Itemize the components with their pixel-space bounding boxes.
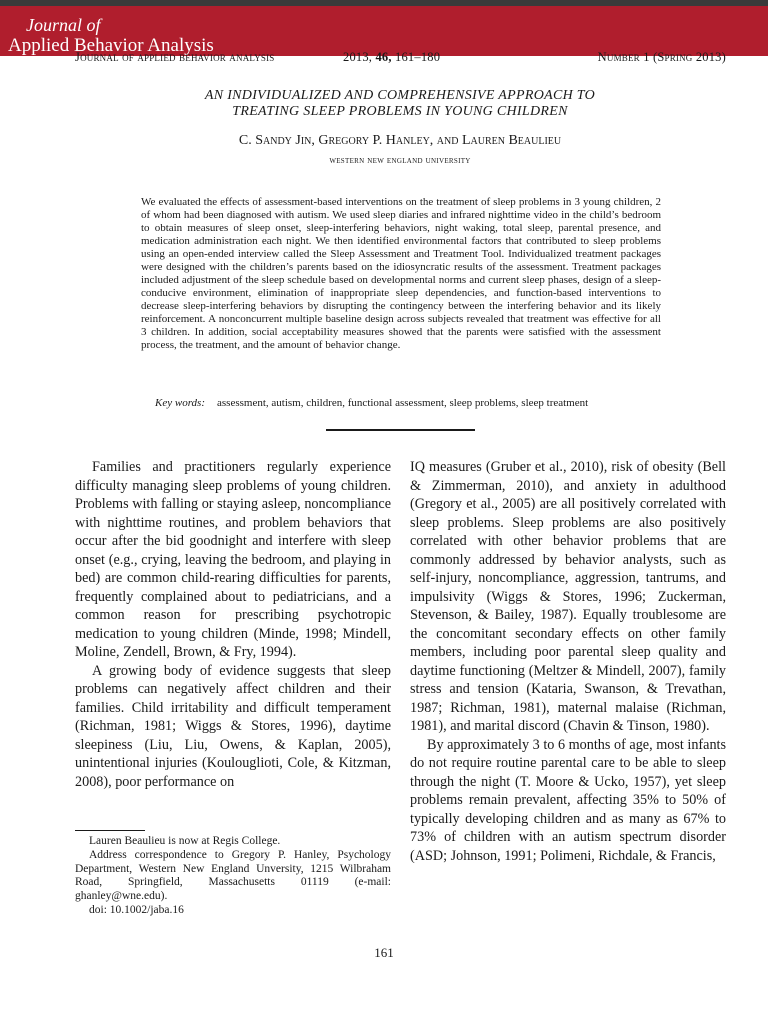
- journal-logo: [8, 12, 214, 55]
- running-head-journal: Journal of applied behavior analysis: [75, 50, 275, 64]
- running-head-issue: Number 1 (Spring 2013): [597, 50, 726, 64]
- section-divider: [326, 429, 475, 431]
- keywords-label: Key words:: [155, 397, 206, 409]
- keywords-list: assessment, autism, children, functional assessment, sleep problems, sleep treatment: [217, 397, 589, 409]
- paragraph: A growing body of evidence suggests that sleep problems can negatively affect children and their families. Child irritability and difficult temperament (Richman, 1981; Wiggs & Stores, 1996), daytime sleepiness (Liu, Liu, Owens, & Kaplan, 2005), unintentional injuries (Koulouglioti, Cole, & Kitzman, 2008), poor performance on: [75, 662, 391, 790]
- paragraph: IQ measures (Gruber et al., 2010), risk of obesity (Bell & Zimmerman, 2010), and anxiety in adulthood (Gregory et al., 2005) are all positively correlated with sleep problems. Sleep problems are also positively correlated with other behavior problems that are commonly addressed by behavior analysts, such as self-injury, noncompliance, aggression, tantrums, and impulsivity (Wiggs & Stores, 1996; Zuckerman, Stevenson, & Bailey, 1987). Equally troublesome are the concomitant secondary effects on other family members, including poor parental sleep quality and daytime functioning (Meltzer & Mindell, 2007), family stress and tension (Kataria, Swanson, & Trevathan, 1987; Richman, 1981), maternal malaise (Richman, 1981), and marital discord (Chavin & Tinson, 1980).: [410, 459, 726, 734]
- page-number: 161: [374, 945, 394, 960]
- paragraph: Families and practitioners regularly experience difficulty managing sleep problems of young children. Problems with falling or staying asleep, noncompliance with nighttime routines, and problem behaviors that occur after the bid goodnight and interfere with sleep onset (e.g., crying, leaving the bedroom, and playing in bed) are common child-rearing difficulties for parents, frequently complained about to pediatricians, and a common reason for prescribing psychotropic medication to young children (Minde, 1998; Mindell, Moline, Zendell, Brown, & Fry, 1994).: [75, 459, 391, 660]
- logo-line-1: Journal of: [26, 15, 101, 35]
- citation-year: 2013,: [343, 50, 373, 64]
- footnote-correspondence: Address correspondence to Gregory P. Hanley, Psychology Department, Western New England Unversity, 1215 Wilbraham Road, Springfield, Massachusetts 01119 (e-mail: ghanley@wne.edu).: [75, 848, 391, 903]
- paragraph: By approximately 3 to 6 months of age, most infants do not require routine parental care to be able to sleep through the night (T. Moore & Ucko, 1957), yet sleep problems remain prevalent, affecting 35% to 50% of typically developing children and as many as 67% to 73% of children with an autism spectrum disorder (ASD; Johnson, 1991; Polimeni, Richdale, & Francis,: [410, 736, 726, 864]
- citation-volume: 46,: [375, 50, 392, 64]
- footnote-affiliation-change: Lauren Beaulieu is now at Regis College.: [89, 835, 281, 847]
- logo-line-2: Applied Behavior Analysis: [8, 35, 214, 56]
- body-column-left: [75, 458, 391, 791]
- article-title: [100, 88, 700, 120]
- title-line-2: TREATING SLEEP PROBLEMS IN YOUNG CHILDREN: [232, 104, 568, 119]
- footnote-doi: doi: 10.1002/jaba.16: [89, 903, 184, 916]
- author-list: C. Sandy Jin, Gregory P. Hanley, and Lauren Beaulieu: [238, 133, 562, 148]
- citation-pages: 161–180: [395, 50, 441, 64]
- title-line-1: AN INDIVIDUALIZED AND COMPREHENSIVE APPROACH TO: [204, 88, 596, 103]
- footnote-rule: [75, 830, 145, 831]
- keywords: [155, 397, 675, 409]
- body-column-right: [410, 458, 726, 865]
- journal-banner: [0, 6, 768, 56]
- footnotes: [75, 835, 391, 918]
- affiliation: western new england university: [329, 155, 471, 166]
- running-head-citation: [343, 50, 440, 65]
- abstract: We evaluated the effects of assessment-based interventions on the treatment of sleep problems in 3 young children, 2 of whom had been diagnosed with autism. We used sleep diaries and infrared nighttime video in the child’s bedroom to obtain measures of sleep onset, sleep-interfering behaviors, night waking, total sleep, parental presence, and medication administration each night. We then identified environmental factors that contributed to sleep problems using an open-ended interview called the Sleep Assessment and Treatment Tool. Individualized treatment packages were designed with the children’s parents based on the idiosyncratic results of the assessment. Treatment packages included adjustment of the sleep schedule based on developmental norms and current sleep phases, design of a sleep-conducive environment, elimination of inappropriate sleep dependencies, and function-based interventions to decrease sleep-interfering behaviors by disrupting the contingency between the interfering behavior and its likely reinforcement. A nonconcurrent multiple baseline design across subjects revealed that treatment was effective for all 3 children. In addition, social acceptability measures showed that the parents were satisfied with the assessment process, the treatment, and the amount of behavior change.: [141, 196, 661, 351]
